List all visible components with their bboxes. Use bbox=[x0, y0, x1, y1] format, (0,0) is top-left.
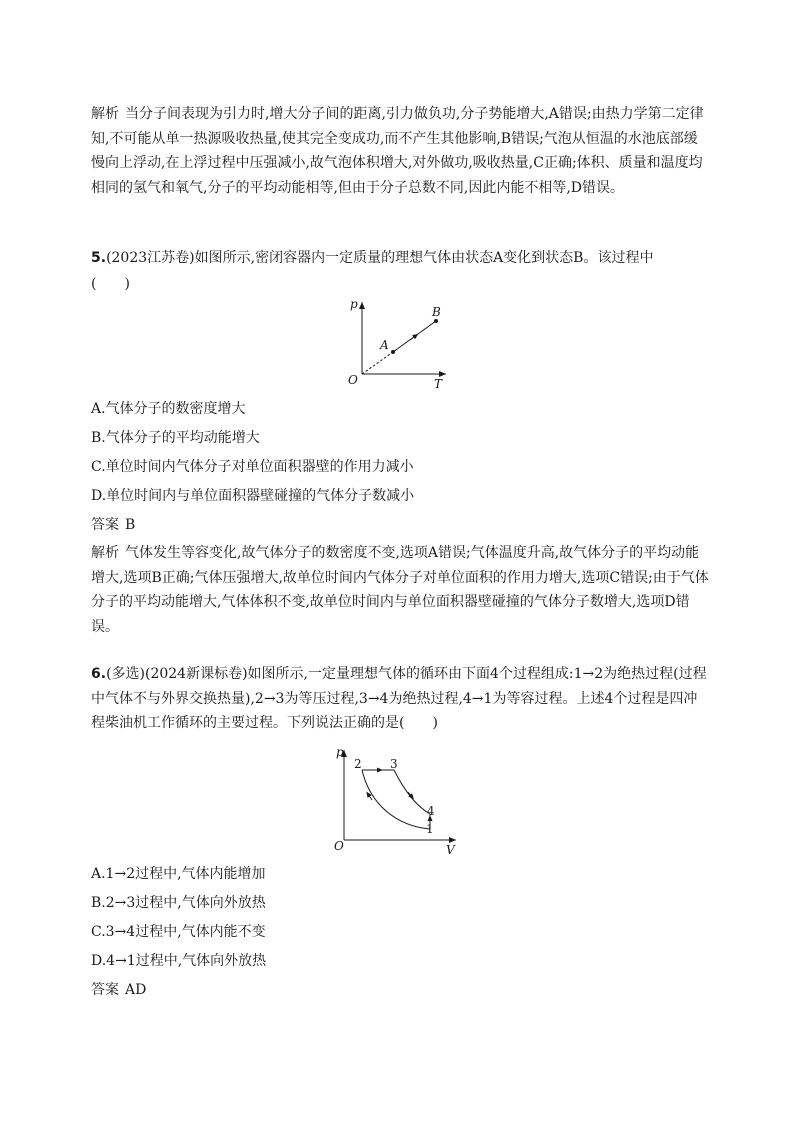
point-b-label: B bbox=[432, 305, 441, 319]
q5-option-b: B.气体分子的平均动能增大 bbox=[91, 430, 260, 446]
analysis-label: 解析 bbox=[91, 106, 119, 122]
p-v-diagram bbox=[334, 744, 464, 856]
q6-option-a: A.1→2过程中,气体内能增加 bbox=[91, 866, 266, 882]
q6-answer bbox=[91, 980, 146, 1000]
analysis-paragraph-q4 bbox=[91, 102, 709, 201]
point-b-dot bbox=[434, 319, 438, 323]
y-axis-label: p bbox=[336, 745, 344, 759]
dashed-extension bbox=[362, 352, 393, 374]
answer-value: B bbox=[125, 517, 136, 533]
origin-label: O bbox=[348, 373, 358, 387]
process-3-4 bbox=[394, 770, 430, 814]
q5-option-d: D.单位时间内与单位面积器壁碰撞的气体分子数减小 bbox=[91, 488, 415, 504]
question-text: (2023江苏卷)如图所示,密闭容器内一定质量的理想气体由状态A变化到状态B。该过程中 bbox=[106, 250, 654, 266]
state-2-label: 2 bbox=[354, 757, 362, 771]
analysis-text: 当分子间表现为引力时,增大分子间的距离,引力做负功,分子势能增大,A错误;由热力学第二定律知,不可能从单一热源吸收热量,使其完全变成功,而不产生其他影响,B错误;气泡从恒温的水池底部缓慢向上浮动,在上浮过程中压强减小,故气泡体积增大,对外做功,吸收热量,C正确;体积、质量和温度均相同的氢气和氧气,分子的平均动能相等,但由于分子总数不同,因此内能不相等,D错误。 bbox=[91, 106, 704, 197]
question-5-stem bbox=[91, 246, 709, 271]
question-text: (多选)(2024新课标卷)如图所示,一定量理想气体的循环由下面4个过程组成:1→2为绝热过程(过程中气体不与外界交换热量),2→3为等压过程,3→4为绝热过程,4→1为等容过程。上述4个过程是四冲程柴油机工作循环的主要过程。下列说法正确的是( ) bbox=[91, 666, 707, 732]
state-3-label: 3 bbox=[390, 757, 398, 771]
question-6-stem bbox=[91, 662, 709, 736]
question-number: 5. bbox=[91, 250, 107, 266]
q6-option-c: C.3→4过程中,气体内能不变 bbox=[91, 924, 266, 940]
origin-label: O bbox=[334, 839, 344, 853]
direction-arrow bbox=[410, 336, 416, 341]
q6-option-b: B.2→3过程中,气体向外放热 bbox=[91, 895, 266, 911]
analysis-text: 气体发生等容变化,故气体分子的数密度不变,选项A错误;气体温度升高,故气体分子的平均动能增大,选项B正确;气体压强增大,故单位时间内气体分子对单位面积的作用力增大,选项C错误;由于气体分子的平均动能增大,气体体积不变,故单位时间内与单位面积器壁碰撞的气体分子数增大,选项D错误。 bbox=[91, 545, 709, 636]
point-a-label: A bbox=[380, 338, 389, 352]
x-axis-label: V bbox=[446, 843, 455, 856]
answer-label: 答案 bbox=[91, 517, 119, 533]
point-a-dot bbox=[391, 350, 395, 354]
answer-value: AD bbox=[125, 982, 147, 998]
q5-option-a: A.气体分子的数密度增大 bbox=[91, 401, 246, 417]
arrow-1-2 bbox=[368, 794, 372, 800]
x-axis-label: T bbox=[434, 377, 443, 391]
p-t-diagram bbox=[336, 296, 456, 392]
q6-option-d: D.4→1过程中,气体向外放热 bbox=[91, 953, 267, 969]
q5-analysis bbox=[91, 541, 709, 640]
q5-answer bbox=[91, 515, 135, 535]
state-4-label: 4 bbox=[427, 804, 435, 818]
y-axis-label: p bbox=[350, 297, 358, 311]
q5-option-c: C.单位时间内气体分子对单位面积器壁的作用力减小 bbox=[91, 459, 414, 475]
state-1-label: 1 bbox=[426, 822, 434, 836]
analysis-label: 解析 bbox=[91, 545, 119, 561]
answer-blank: ( ) bbox=[91, 276, 130, 292]
question-number: 6. bbox=[91, 666, 107, 682]
answer-label: 答案 bbox=[91, 982, 119, 998]
